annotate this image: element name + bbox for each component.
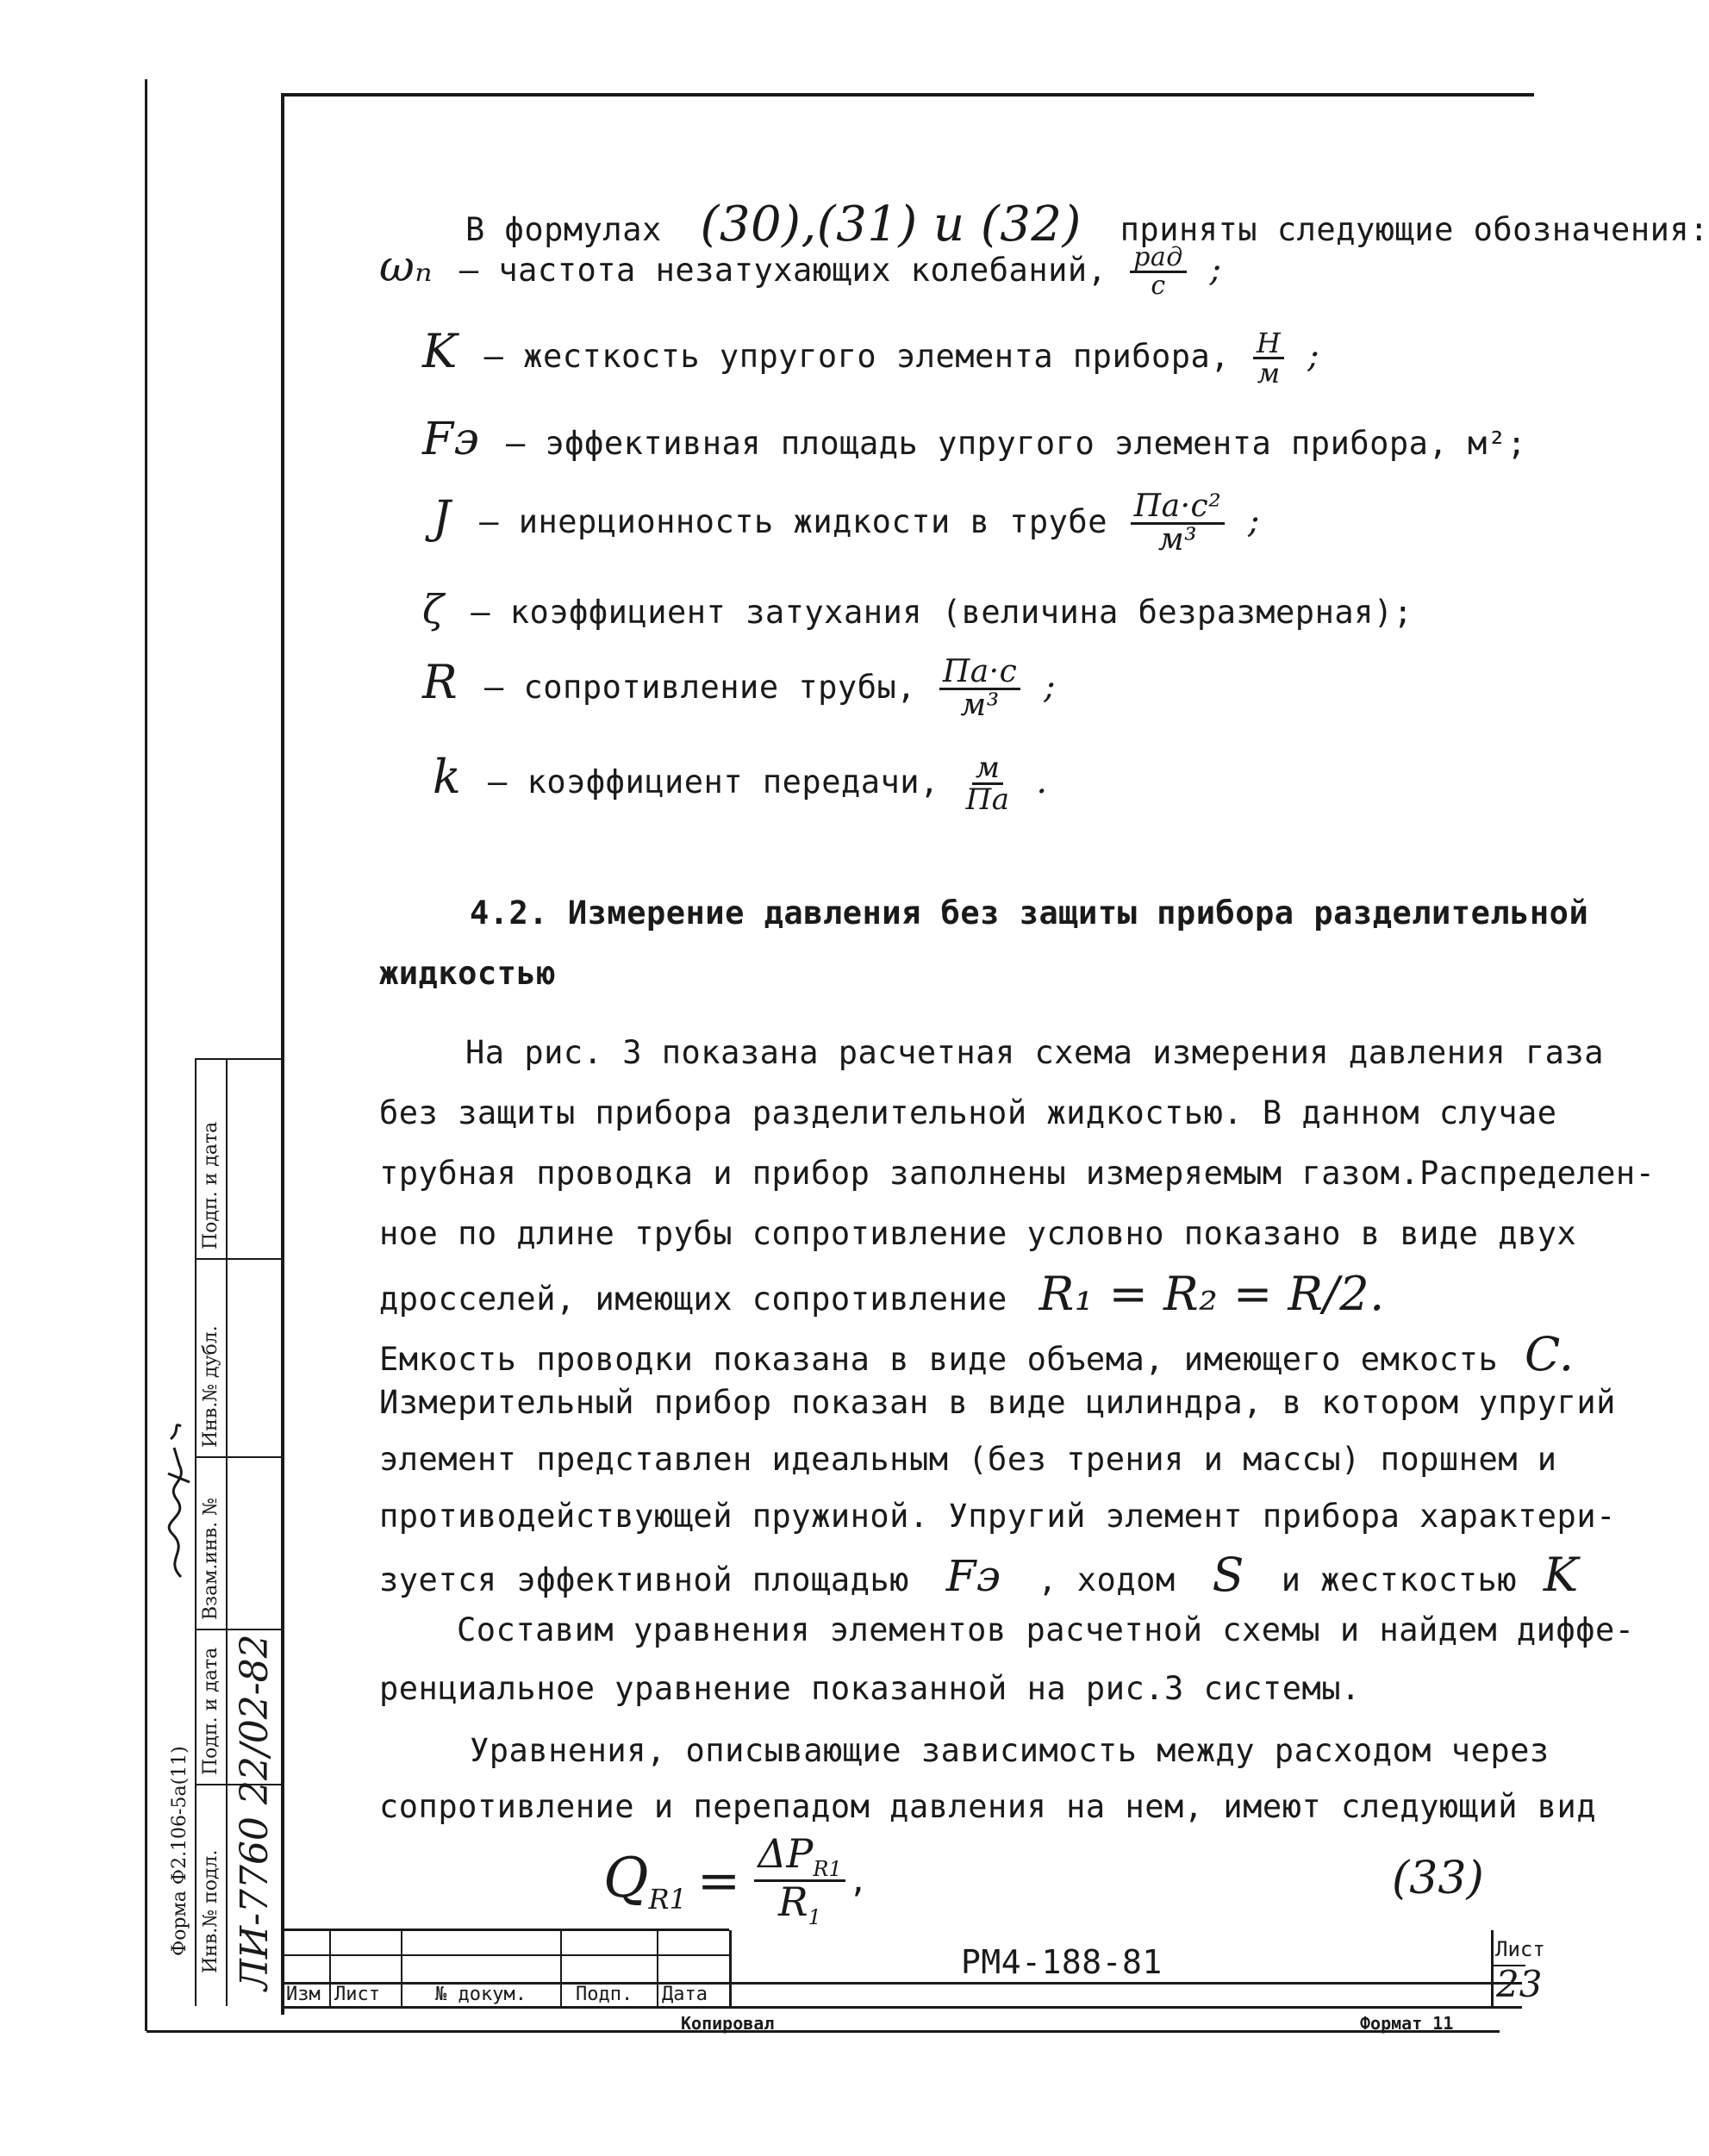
- stamp-handwritten: ЛИ-7760 22/02-82: [233, 1634, 277, 1991]
- definition-tail: ;: [1044, 667, 1057, 707]
- unit-num: Па·с: [939, 657, 1020, 690]
- definition-symbol: J: [433, 492, 452, 544]
- definition-item: [379, 241, 1222, 299]
- unit-fraction: [1130, 242, 1187, 301]
- definition-text: – коэффициент затухания (величина безразмерная);: [471, 594, 1413, 631]
- tb-col3: [560, 1930, 562, 2008]
- stroke-symbol: S: [1212, 1548, 1244, 1602]
- stamp-col-b: [226, 1058, 228, 2006]
- para1-line6-text: Емкость проводки показана в виде объема, имеющего емкость: [379, 1341, 1499, 1378]
- definition-symbol: ωₙ: [379, 241, 433, 291]
- unit-den: с: [1151, 271, 1166, 301]
- stamp-label-sign2: Подп. и дата: [200, 1121, 221, 1249]
- signature-image: [155, 1422, 198, 1586]
- definition-text: – эффективная площадь упругого элемента прибора, м²;: [505, 425, 1527, 462]
- formula-num: $\Delta P_{R1}$: [754, 1834, 845, 1882]
- tb-top-left: [281, 1929, 729, 1931]
- tb-col-sign: Подп.: [576, 1984, 633, 2005]
- tb-sheet-sep: [1491, 1930, 1494, 2008]
- formula-equals: =: [696, 1850, 741, 1911]
- definition-item: [422, 586, 1413, 632]
- unit-num: рад: [1130, 245, 1187, 273]
- para1-line5-text: дросселей, имеющих сопротивление: [379, 1281, 1007, 1318]
- stiffness-symbol: K: [1543, 1548, 1579, 1602]
- definition-symbol: k: [433, 750, 462, 804]
- unit-fraction: [1131, 491, 1225, 556]
- para3-line1: Уравнения, описывающие зависимость между расходом через: [470, 1732, 1550, 1769]
- resistance-formula: R₁ = R₂ = R/2.: [1038, 1267, 1385, 1321]
- para1-line3: трубная проводка и прибор заполнены измеряемым газом.Распределен-: [379, 1155, 1656, 1192]
- formula-label: (33): [1392, 1853, 1484, 1904]
- defs-intro-after: приняты следующие обозначения:: [1120, 211, 1709, 248]
- unit-den: м: [1257, 357, 1281, 389]
- tb-col2: [401, 1930, 402, 2008]
- formula-lhs: $Q_{R1}$: [603, 1846, 687, 1916]
- definition-text: – инерционность жидкости в трубе: [479, 503, 1107, 540]
- frame-bottom: [147, 2030, 1500, 2033]
- copied-by: Копировал: [681, 2013, 775, 2034]
- area-symbol: Fэ: [945, 1551, 1001, 1601]
- para1-line1: На рис. 3 показана расчетная схема измерения давления газа: [465, 1034, 1605, 1071]
- para3-line2: сопротивление и перепадом давления на нем, имеют следующий вид: [379, 1788, 1597, 1825]
- formula-fraction: [754, 1830, 845, 1930]
- unit-fraction: [1253, 329, 1284, 387]
- definition-item: [422, 414, 1526, 465]
- formula-33: [603, 1830, 869, 1930]
- definition-text: – коэффициент передачи,: [488, 763, 939, 801]
- tb-bottom: [281, 2006, 1522, 2009]
- definition-tail: ;: [1307, 336, 1320, 376]
- frame-left: [281, 93, 284, 2015]
- para1-line10-c: и жесткостью: [1281, 1561, 1518, 1598]
- stamp-label-dubl: Инв.№ дубл.: [200, 1325, 221, 1448]
- definition-text: – сопротивление трубы,: [483, 669, 917, 706]
- para1-line8: элемент представлен идеальным (без трения и массы) поршнем и: [379, 1441, 1557, 1478]
- unit-fraction: [939, 654, 1020, 723]
- tb-col-list: Лист: [334, 1984, 380, 2005]
- para1-line7: Измерительный прибор показан в виде цилиндра, в котором упругий: [379, 1384, 1616, 1421]
- definition-symbol: Fэ: [422, 414, 480, 465]
- capacity-symbol: C.: [1525, 1327, 1575, 1381]
- para1-line6: [379, 1327, 1575, 1381]
- definition-item: [433, 750, 1048, 817]
- tb-col1: [329, 1930, 331, 2008]
- format-label: Формат 11: [1360, 2013, 1454, 2034]
- definition-tail: ;: [1209, 250, 1222, 290]
- definition-symbol: R: [422, 655, 458, 709]
- definition-item: [422, 655, 1056, 721]
- defs-intro-refs: (30),(31) и (32): [700, 196, 1082, 252]
- formula-den: $R_1$: [778, 1879, 821, 1930]
- frame-top: [283, 93, 1534, 97]
- tb-col-date: Дата: [662, 1984, 708, 2005]
- sheet-number: 23: [1496, 1963, 1543, 2005]
- para1-line2: без защиты прибора разделительной жидкостью. В данном случае: [379, 1094, 1557, 1131]
- stamp-form: Форма Ф2.106-5а(11): [169, 1746, 190, 1956]
- definition-text: – жесткость упругого элемента прибора,: [483, 338, 1231, 375]
- tb-col-doc: № докум.: [435, 1984, 527, 2005]
- unit-num: Па·с²: [1131, 491, 1225, 525]
- para1-line10-b: , ходом: [1038, 1561, 1176, 1598]
- binding-edge: [145, 79, 147, 2031]
- unit-num: Н: [1253, 329, 1284, 359]
- definition-item: [422, 324, 1319, 387]
- para1-line10-a: зуется эффективной площадью: [379, 1561, 909, 1598]
- para2-line2: ренциальное уравнение показанной на рис.3 системы.: [379, 1670, 1361, 1707]
- definition-symbol: ζ: [422, 586, 445, 632]
- definition-tail: .: [1036, 762, 1048, 801]
- definition-tail: ;: [1247, 502, 1260, 541]
- para1-line4: ное по длине трубы сопротивление условно показано в виде двух: [379, 1215, 1577, 1252]
- definition-item: [433, 491, 1260, 556]
- tb-main-top: [729, 1930, 732, 2008]
- unit-den: м³: [960, 688, 1000, 723]
- document-code: РМ4-188-81: [961, 1943, 1163, 1981]
- defs-intro-before: В формулах: [465, 211, 662, 248]
- unit-den: м³: [1157, 522, 1198, 558]
- unit-fraction: [963, 751, 1014, 817]
- tb-col4: [657, 1930, 658, 2008]
- unit-den: Па: [965, 782, 1010, 817]
- stamp-row1: [195, 1258, 283, 1260]
- para1-line5: [379, 1267, 1385, 1321]
- unit-num: м: [972, 753, 1004, 785]
- tb-mid1: [281, 1954, 729, 1956]
- para2-line1: Составим уравнения элементов расчетной схемы и найдем диффе-: [457, 1611, 1635, 1648]
- definition-symbol: K: [422, 324, 458, 378]
- stamp-label-inv: Инв.№ подл.: [200, 1849, 221, 1973]
- stamp-label-sign1: Подп. и дата: [200, 1647, 221, 1775]
- section-heading-line1: 4.2. Измерение давления без защиты прибора разделительной: [470, 894, 1589, 932]
- tb-col-izm: Изм: [286, 1984, 321, 2005]
- stamp-row3: [195, 1629, 283, 1630]
- sheet-label: Лист: [1495, 1937, 1545, 1961]
- formula-tail: ,: [848, 1862, 869, 1900]
- section-heading-line2: жидкостью: [379, 955, 556, 992]
- para1-line10: [379, 1548, 1579, 1602]
- stamp-top: [195, 1058, 283, 1060]
- para1-line9: противодействующей пружиной. Упругий элемент прибора характери-: [379, 1498, 1616, 1535]
- stamp-label-vzam: Взам.инв. №: [200, 1498, 221, 1620]
- stamp-row2: [195, 1456, 283, 1458]
- definition-text: – частота незатухающих колебаний,: [458, 252, 1107, 289]
